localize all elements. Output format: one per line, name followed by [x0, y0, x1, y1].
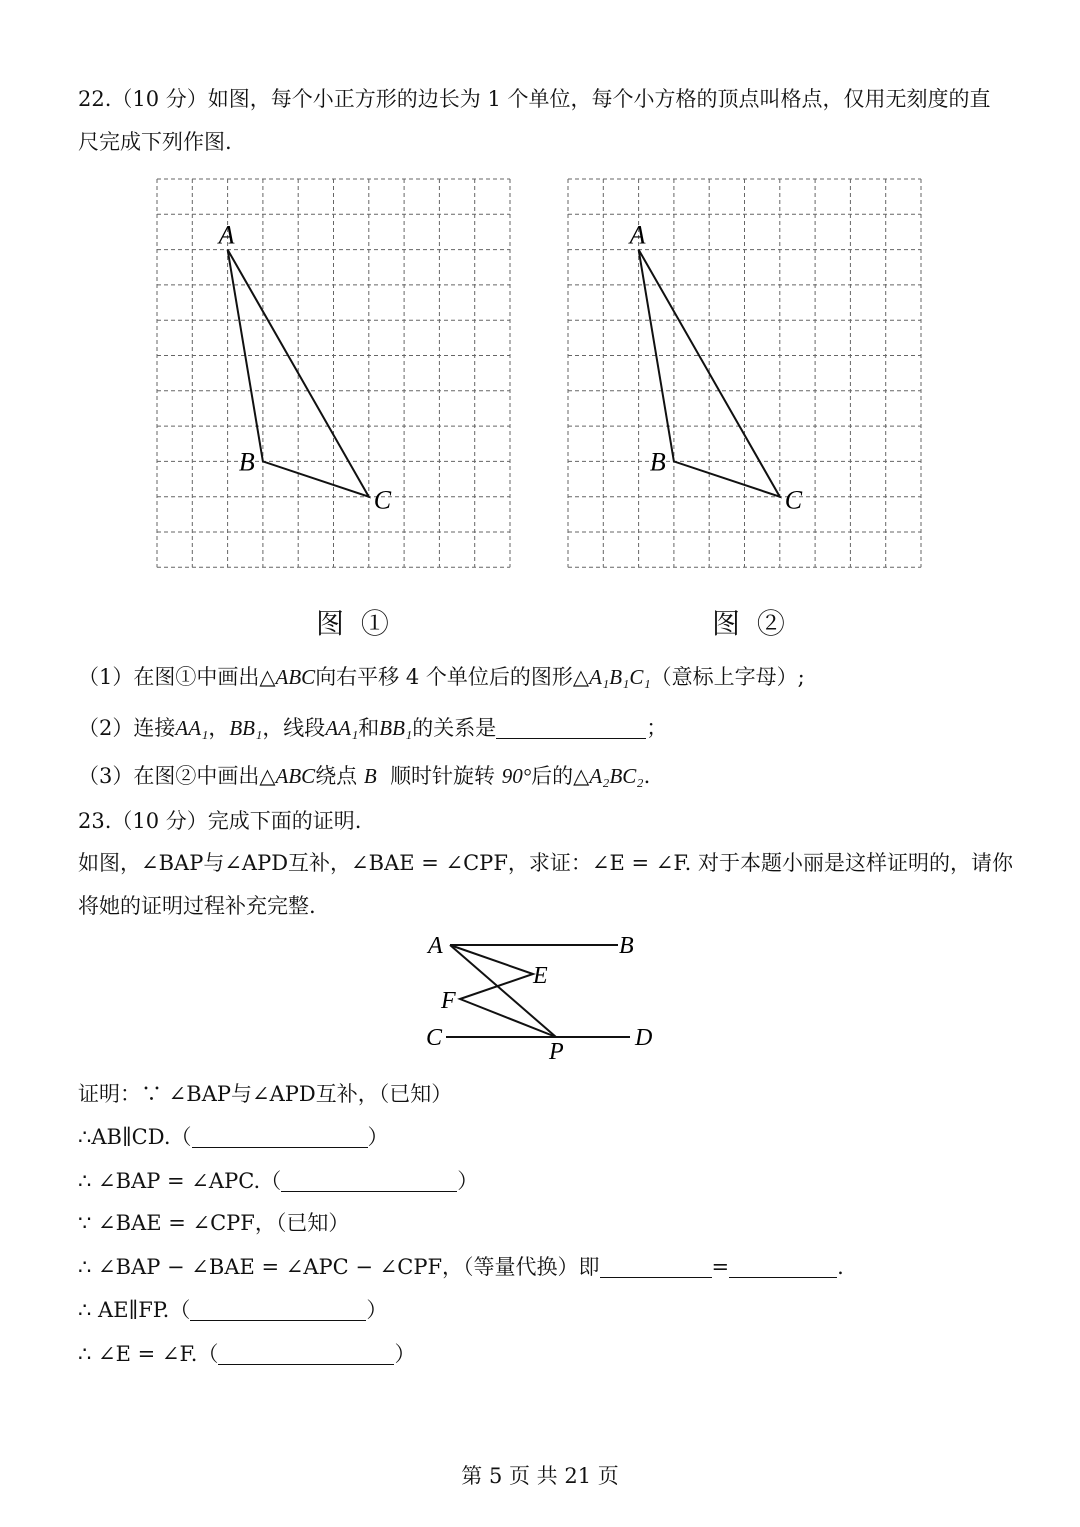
grid-lines — [157, 179, 510, 567]
part2-and: 和 — [358, 716, 380, 740]
proof-line-4: ∵ ∠BAE = ∠CPF，（已知） — [78, 1211, 350, 1235]
reason-blank-2[interactable] — [281, 1169, 457, 1192]
proof-line-7 — [78, 1339, 415, 1369]
part3-end: . — [643, 764, 651, 788]
part3-a2bc2: A₂BC₂ — [589, 764, 644, 788]
answer-blank[interactable] — [496, 716, 646, 739]
angle-blank-left[interactable] — [600, 1255, 712, 1278]
label-b: B — [238, 447, 255, 477]
label-a: A — [218, 220, 235, 250]
part3-prefix: （3）在图②中画出△ — [78, 764, 276, 788]
figure-2-caption: 图 ② — [712, 607, 789, 640]
part2-end: ； — [646, 716, 668, 740]
q22-stem-line2: 尺完成下列作图. — [78, 130, 232, 154]
proof-line-6 — [78, 1295, 387, 1325]
proof-l2-text: ∴AB∥CD.（ — [78, 1125, 192, 1149]
q23-given-line1: 如图，∠BAP与∠APD互补，∠BAE = ∠CPF，求证：∠E = ∠F. 对于本题小丽是这样证明的，请你 — [78, 851, 1014, 875]
proof-line-3 — [78, 1166, 478, 1196]
figure-1-caption: 图 ① — [316, 607, 393, 640]
part3-abc: ABC — [275, 764, 316, 788]
proof-l7-close: ） — [394, 1342, 416, 1366]
proof-line-5 — [78, 1252, 844, 1282]
label-c: C — [426, 1025, 443, 1051]
part2-sep: ， — [208, 716, 230, 740]
part2-prefix: （2）连接 — [78, 716, 176, 740]
part1-prefix: （1）在图①中画出△ — [78, 665, 276, 689]
label-p: P — [549, 1039, 564, 1065]
part1-middle: 向右平移 4 个单位后的图形△ — [315, 665, 590, 689]
q22-part1 — [78, 662, 805, 692]
label-d: D — [635, 1025, 653, 1051]
label-c: C — [784, 485, 803, 515]
label-b: B — [649, 447, 666, 477]
part2-aa1b: AA₁ — [325, 716, 359, 740]
proof-l3-close: ） — [457, 1169, 479, 1193]
proof-l5-eq: = — [711, 1255, 730, 1279]
part1-suffix: （意标上字母）; — [650, 665, 805, 689]
figure-2-grid — [561, 172, 931, 582]
part2-aa1: AA₁ — [175, 716, 209, 740]
part2-mid: ，线段 — [262, 716, 326, 740]
part2-suffix: 的关系是 — [412, 716, 497, 740]
q23-stem: 23.（10 分）完成下面的证明. — [78, 809, 362, 833]
label-a: A — [629, 220, 646, 250]
figure-1-grid — [150, 172, 520, 582]
part2-bb1: BB₁ — [229, 716, 263, 740]
q22-part3 — [78, 761, 650, 791]
part3-deg: 90° — [501, 764, 532, 788]
page-footer: 第 5 页 共 21 页 — [461, 1464, 619, 1488]
proof-l5-text: ∴ ∠BAP − ∠BAE = ∠APC − ∠CPF，（等量代换）即 — [78, 1255, 600, 1279]
grid-lines — [568, 179, 921, 567]
q23-given-line2: 将她的证明过程补充完整. — [78, 894, 316, 918]
proof-l6-close: ） — [366, 1298, 388, 1322]
label-e: E — [533, 963, 548, 989]
part1-abc: ABC — [275, 665, 316, 689]
proof-line-2 — [78, 1122, 389, 1152]
label-b: B — [619, 933, 634, 959]
proof-l3-text: ∴ ∠BAP = ∠APC.（ — [78, 1169, 282, 1193]
q22-part2 — [78, 713, 667, 743]
label-f: F — [441, 988, 456, 1014]
label-c: C — [373, 485, 392, 515]
q22-stem-line1: 22.（10 分）如图，每个小正方形的边长为 1 个单位，每个小方格的顶点叫格点，仅用无刻度的直 — [78, 87, 991, 111]
reason-blank-4[interactable] — [218, 1342, 394, 1365]
part3-mid3: 后的△ — [531, 764, 590, 788]
part3-mid2: 顺时针旋转 — [390, 764, 496, 788]
reason-blank-1[interactable] — [192, 1125, 368, 1148]
part3-mid: 绕点 — [315, 764, 358, 788]
angle-blank-right[interactable] — [729, 1255, 837, 1278]
part2-bb1b: BB₁ — [379, 716, 413, 740]
proof-l6-text: ∴ AE∥FP.（ — [78, 1298, 191, 1322]
proof-l7-text: ∴ ∠E = ∠F.（ — [78, 1342, 219, 1366]
line-ap — [450, 945, 556, 1037]
part1-a1b1c1: A₁B₁C₁ — [589, 665, 651, 689]
proof-line-1: 证明：∵ ∠BAP与∠APD互补，（已知） — [78, 1082, 453, 1106]
q23-figure — [420, 928, 670, 1068]
label-a: A — [428, 933, 443, 959]
proof-l5-end: . — [837, 1255, 844, 1279]
part3-b: B — [363, 764, 377, 788]
proof-l2-close: ） — [367, 1125, 389, 1149]
reason-blank-3[interactable] — [190, 1298, 366, 1321]
